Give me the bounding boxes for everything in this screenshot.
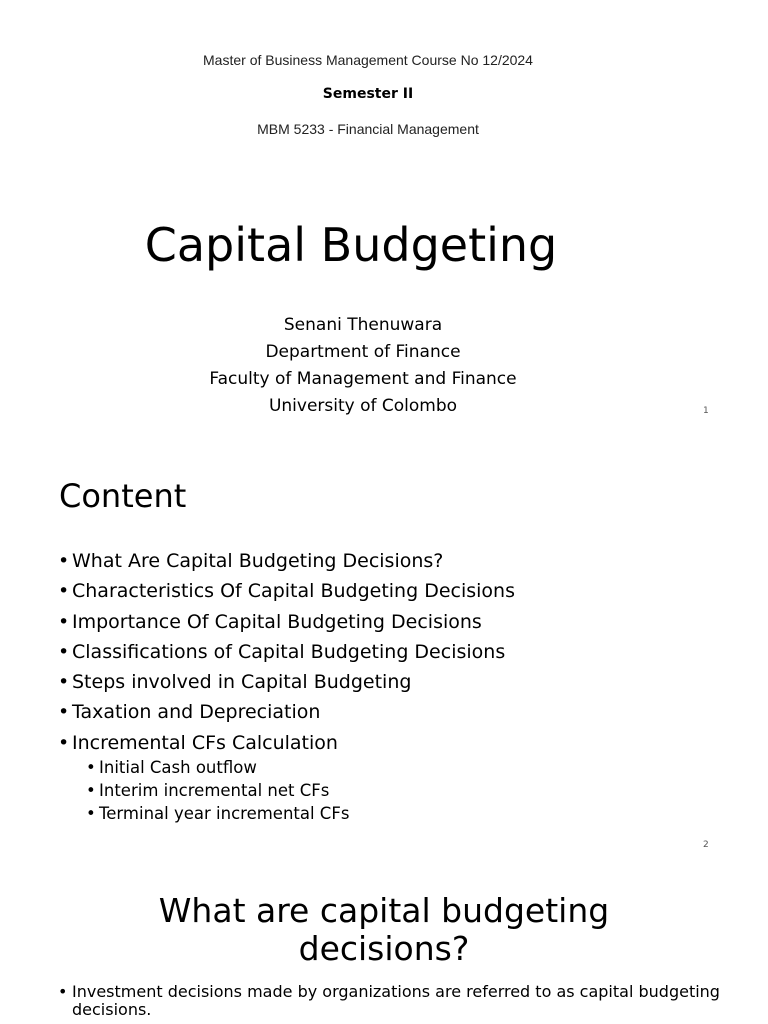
- sub-list-item: • Initial Cash outflow: [86, 756, 349, 779]
- list-item: • Characteristics Of Capital Budgeting Decisions: [58, 576, 515, 606]
- bullet-icon: •: [58, 701, 70, 724]
- sub-list-item: • Terminal year incremental CFs: [86, 802, 349, 825]
- bullet-icon: •: [86, 758, 96, 777]
- course-line: Master of Business Management Course No 12/2024: [203, 52, 533, 68]
- content-heading: Content: [59, 477, 187, 515]
- slide3-bullet: [58, 983, 738, 1019]
- slide-title: Capital Budgeting: [144, 218, 558, 272]
- semester-label: Semester II: [322, 86, 414, 102]
- list-item: • Classifications of Capital Budgeting Decisions: [58, 637, 515, 667]
- bullet-icon: •: [58, 640, 70, 663]
- list-item: • Steps involved in Capital Budgeting: [58, 667, 515, 697]
- page-number: 1: [703, 406, 709, 416]
- list-item: • Importance Of Capital Budgeting Decisions: [58, 607, 515, 637]
- bullet-icon: •: [58, 550, 70, 572]
- bullet-icon: •: [58, 671, 70, 694]
- author-faculty: Faculty of Management and Finance: [209, 369, 517, 389]
- bullet-icon: •: [86, 781, 96, 801]
- author-name: Senani Thenuwara: [283, 315, 443, 335]
- module-line: MBM 5233 - Financial Management: [257, 121, 479, 137]
- list-item: • What Are Capital Budgeting Decisions?: [58, 546, 515, 576]
- list-item: • Taxation and Depreciation: [58, 697, 515, 727]
- sub-content-list: [86, 756, 349, 826]
- sub-list-item: • Interim incremental net CFs: [86, 779, 349, 802]
- slide3-body-text: Investment decisions made by organizations are referred to as capital budgeting decisions.: [72, 982, 720, 1019]
- page-number: 2: [703, 840, 709, 850]
- bullet-icon: •: [58, 731, 70, 754]
- list-item: • Incremental CFs Calculation: [58, 728, 515, 758]
- bullet-icon: •: [86, 804, 96, 824]
- author-block: [0, 312, 726, 420]
- bullet-icon: •: [58, 580, 70, 603]
- slide3-title-line: What are capital budgeting: [158, 891, 610, 930]
- slide3-title-line: decisions?: [298, 929, 470, 968]
- slide3-title: [0, 892, 768, 968]
- bullet-icon: •: [58, 610, 70, 633]
- author-department: Department of Finance: [265, 342, 461, 362]
- bullet-icon: •: [58, 982, 68, 1001]
- content-list: [58, 546, 515, 758]
- author-university: University of Colombo: [268, 396, 458, 416]
